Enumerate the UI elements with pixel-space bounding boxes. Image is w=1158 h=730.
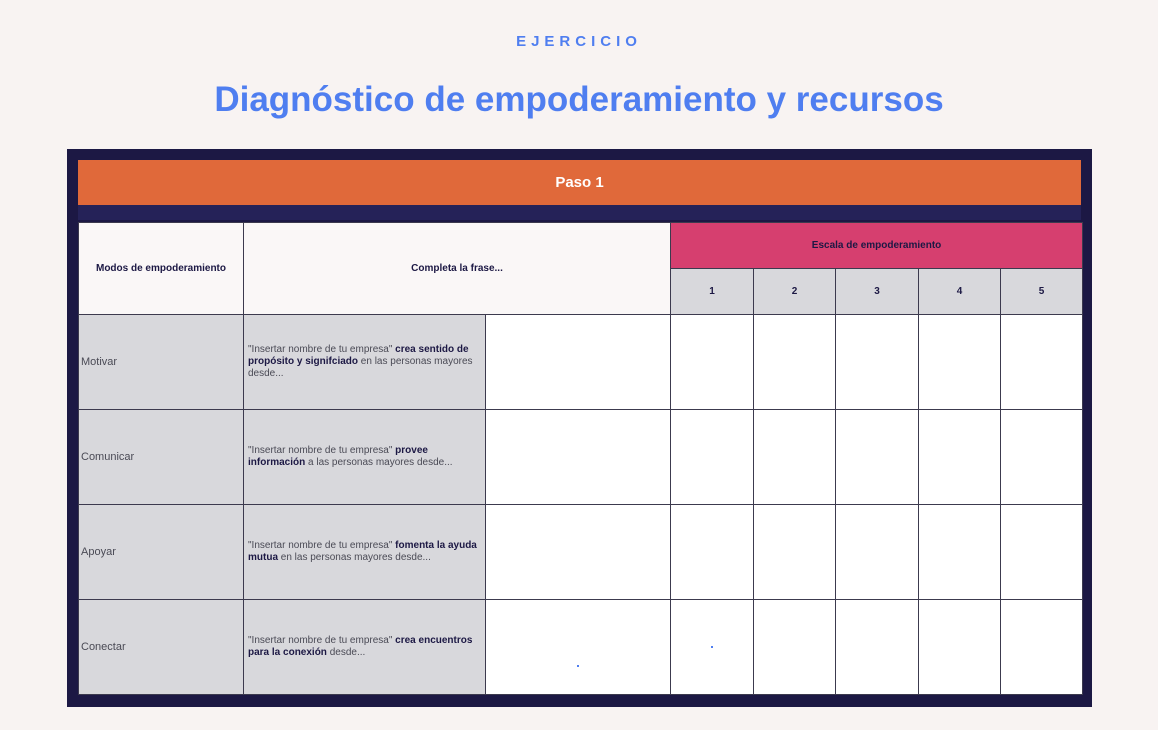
rating-cell-1[interactable] (671, 410, 754, 505)
rating-cell-2[interactable] (754, 315, 836, 410)
header-modes: Modos de empoderamiento (79, 223, 244, 315)
rating-cell-2[interactable] (754, 505, 836, 600)
phrase-prompt (244, 410, 486, 505)
rating-cell-3[interactable] (836, 600, 919, 695)
phrase-prompt (244, 600, 486, 695)
phrase-suffix: en las personas mayores desde... (278, 552, 431, 563)
table-row (79, 315, 1083, 410)
rating-cell-1[interactable] (671, 600, 754, 695)
rating-cell-3[interactable] (836, 505, 919, 600)
phrase-emphasis: fomenta la ayuda mutua (248, 540, 477, 563)
answer-cell[interactable] (486, 315, 671, 410)
rating-cell-5[interactable] (1001, 410, 1083, 505)
stray-dot (711, 646, 713, 648)
rating-cell-3[interactable] (836, 410, 919, 505)
rating-cell-4[interactable] (919, 315, 1001, 410)
phrase-emphasis: provee información (248, 445, 428, 468)
phrase-prefix: "Insertar nombre de tu empresa" (248, 445, 396, 456)
scale-1: 1 (671, 269, 754, 315)
rating-cell-5[interactable] (1001, 315, 1083, 410)
table-row (79, 410, 1083, 505)
phrase-suffix: en las personas mayores desde... (248, 356, 473, 379)
phrase-prefix: "Insertar nombre de tu empresa" (248, 344, 396, 355)
rating-cell-1[interactable] (671, 505, 754, 600)
rating-cell-2[interactable] (754, 600, 836, 695)
phrase-prefix: "Insertar nombre de tu empresa" (248, 635, 396, 646)
scale-5: 5 (1001, 269, 1083, 315)
phrase-suffix: desde... (326, 647, 366, 658)
mode-label: Motivar (79, 315, 244, 410)
answer-cell[interactable] (486, 410, 671, 505)
step-subbar (78, 205, 1081, 220)
header-scale: Escala de empoderamiento (671, 223, 1083, 269)
rating-cell-4[interactable] (919, 410, 1001, 505)
scale-3: 3 (836, 269, 919, 315)
phrase-emphasis: crea encuentros para la conexión (248, 635, 473, 658)
mode-label: Conectar (79, 600, 244, 695)
header-phrase: Completa la frase... (244, 223, 671, 315)
rating-cell-5[interactable] (1001, 600, 1083, 695)
page-title: Diagnóstico de empoderamiento y recursos (214, 80, 944, 119)
rating-cell-1[interactable] (671, 315, 754, 410)
rating-cell-4[interactable] (919, 600, 1001, 695)
table-row (79, 505, 1083, 600)
mode-label: Apoyar (79, 505, 244, 600)
phrase-prefix: "Insertar nombre de tu empresa" (248, 540, 396, 551)
step-header: Paso 1 (78, 160, 1081, 205)
diagnostic-table (78, 222, 1083, 695)
phrase-prompt (244, 505, 486, 600)
table-row (79, 600, 1083, 695)
answer-cell[interactable] (486, 600, 671, 695)
rating-cell-2[interactable] (754, 410, 836, 505)
rating-cell-4[interactable] (919, 505, 1001, 600)
answer-cell[interactable] (486, 505, 671, 600)
phrase-suffix: a las personas mayores desde... (305, 457, 453, 468)
scale-4: 4 (919, 269, 1001, 315)
stray-dot (577, 665, 579, 667)
phrase-prompt (244, 315, 486, 410)
rating-cell-3[interactable] (836, 315, 919, 410)
diagnostic-table-frame (67, 149, 1092, 707)
phrase-emphasis: crea sentido de propósito y signifciado (248, 344, 469, 367)
rating-cell-5[interactable] (1001, 505, 1083, 600)
mode-label: Comunicar (79, 410, 244, 505)
scale-2: 2 (754, 269, 836, 315)
exercise-eyebrow: EJERCICIO (516, 33, 642, 50)
